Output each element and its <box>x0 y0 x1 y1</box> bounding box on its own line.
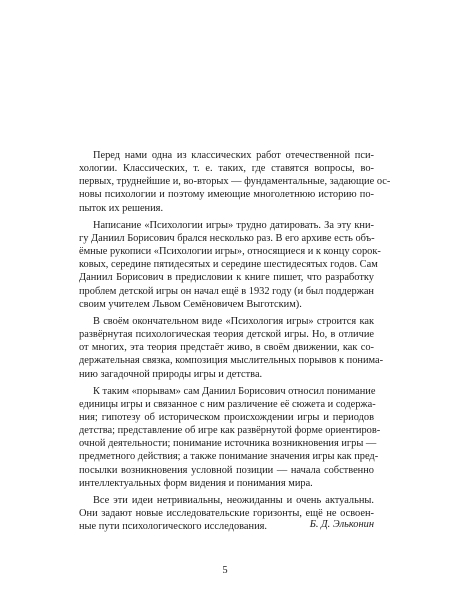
text-line: ковых, середине пятидесятых и середине шестидесятых годов. Сам <box>79 259 378 271</box>
text-line: единицы игры и связанное с ним различение её сюжета и содержа- <box>79 398 376 410</box>
text-line: очной деятельности; понимание источника возникновения игры — <box>79 438 377 450</box>
text-line: первых, труднейшие и, во-вторых — фундаментальные, задающие ос- <box>79 176 391 188</box>
paragraph <box>79 219 381 311</box>
text-line: гу Даниил Борисович брался несколько раз. В его архиве есть объ- <box>79 232 375 244</box>
text-line: держательная связка, композиция мыслительных порывов к понима- <box>79 355 384 367</box>
text-line: развёрнутая психологическая теория детской игры. Но, в отличие <box>79 329 374 341</box>
foreword-text <box>79 149 391 537</box>
text-line: нию загадочной природы игры и детства. <box>79 368 263 380</box>
paragraph <box>79 315 384 381</box>
text-line: К таким «порывам» сам Даниил Борисович относил понимание <box>93 385 376 397</box>
text-line: ные пути психологического исследования. <box>79 521 268 533</box>
text-line: Они задают новые исследовательские горизонты, ещё не освоен- <box>79 508 374 520</box>
text-line: Все эти идеи нетривиальны, неожиданны и очень актуальны. <box>93 494 374 506</box>
text-line: пыток их решения. <box>79 202 164 214</box>
author-signature: Б. Д. Эльконин <box>309 519 374 530</box>
text-line: Перед нами одна из классических работ отечественной пси- <box>93 150 374 161</box>
text-line: посылки возникновения условной позиции — начала собственно <box>79 464 374 476</box>
text-line: интеллектуальных форм видения и понимания мира. <box>79 477 313 489</box>
text-line: своим учителем Львом Семёновичем Выготским). <box>79 298 302 310</box>
text-line: В своём окончательном виде «Психология игры» строится как <box>93 315 374 327</box>
paragraph <box>79 149 391 215</box>
page-number: 5 <box>222 565 228 576</box>
text-line: детства; представление об игре как развёрнутой форме ориентиров- <box>79 425 381 437</box>
text-line: хологии. Классических, т. е. таких, где ставятся вопросы, во- <box>79 163 374 175</box>
text-line: новы психологии и поэтому имеющие многолетнюю историю по- <box>79 189 374 201</box>
text-line: проблем детской игры он начал ещё в 1932 году (и был поддержан <box>79 285 374 297</box>
text-line: от многих, эта теория предстаёт живо, в своём движении, как со- <box>79 342 374 354</box>
text-line: Написание «Психологии игры» трудно датировать. За эту кни- <box>93 219 374 231</box>
text-line: ёмные рукописи «Психологии игры», относящиеся и к концу сорок- <box>79 246 381 258</box>
text-line: Даниил Борисович в предисловии к книге пишет, что разработку <box>79 272 374 284</box>
text-line: предметного действия; а также понимание значения игры как пред- <box>79 451 379 463</box>
paragraph <box>79 385 381 490</box>
text-line: ния; гипотезу об историческом происхождении игры и периодов <box>79 411 374 423</box>
